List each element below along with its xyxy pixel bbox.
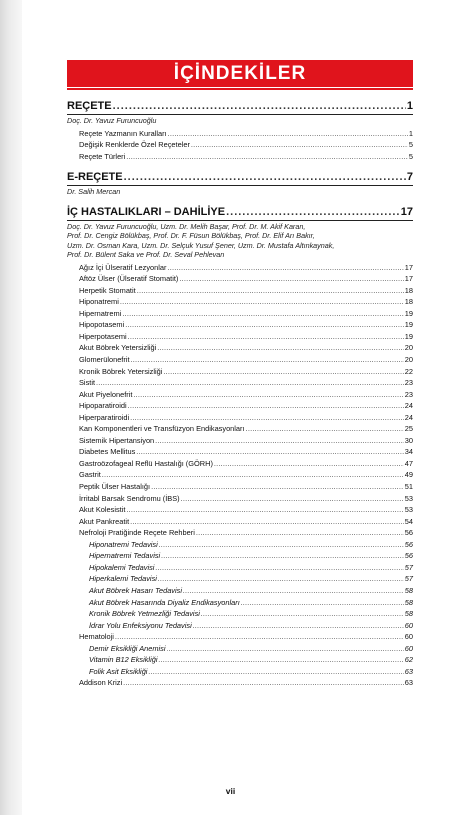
toc-entry[interactable]	[67, 400, 413, 412]
section-title: E-REÇETE	[67, 171, 123, 184]
author-line: Doç. Dr. Yavuz Furuncuoğlu, Uzm. Dr. Melih Başar, Prof. Dr. M. Akif Karan,	[67, 221, 306, 231]
toc-entry[interactable]	[67, 377, 413, 389]
toc-entry[interactable]	[67, 423, 413, 435]
entry-label: Akut Piyelonefrit	[79, 389, 133, 399]
toc-entry[interactable]	[67, 608, 413, 620]
entry-page: 19	[404, 320, 413, 330]
toc-entry[interactable]	[67, 666, 413, 678]
dot-leader	[226, 205, 400, 219]
section-authors	[67, 116, 413, 126]
entry-label: Herpetik Stomatit	[79, 285, 136, 295]
entry-label: Hipopotasemi	[79, 320, 125, 330]
entry-page: 60	[404, 632, 413, 642]
dot-leader	[136, 446, 403, 458]
section-page: 7	[406, 171, 413, 184]
entry-page: 20	[404, 355, 413, 365]
toc-entry[interactable]	[67, 273, 413, 285]
author-line: Dr. Salih Mercan	[67, 187, 121, 197]
dot-leader	[167, 643, 404, 655]
entry-page: 58	[404, 585, 413, 595]
dot-leader	[214, 458, 404, 470]
title-underline	[67, 88, 413, 90]
toc-entry[interactable]	[67, 620, 413, 632]
entry-label: Hiponatremi Tedavisi	[89, 539, 158, 549]
toc-section-heading[interactable]	[67, 205, 413, 219]
dot-leader	[125, 319, 404, 331]
dot-leader	[183, 585, 404, 597]
dot-leader	[126, 504, 403, 516]
toc-entry[interactable]	[67, 654, 413, 666]
entry-label: Peptik Ülser Hastalığı	[79, 482, 151, 492]
dot-leader	[130, 412, 404, 424]
section-title: İÇ HASTALIKLARI – DAHİLİYE	[67, 205, 226, 218]
dot-leader	[128, 331, 404, 343]
page-number: vii	[225, 786, 236, 796]
entry-label: Sistemik Hipertansiyon	[79, 435, 155, 445]
dot-leader	[122, 308, 403, 320]
dot-leader	[179, 273, 403, 285]
entry-label: Hipoparatiroidi	[79, 401, 127, 411]
section-title: REÇETE	[67, 100, 112, 112]
entry-page: 60	[404, 620, 413, 630]
entry-label: Vitamin B12 Eksikliği	[89, 655, 158, 665]
section-divider	[67, 114, 413, 115]
dot-leader	[148, 666, 403, 678]
toc-entry[interactable]	[67, 504, 413, 516]
entry-page: 57	[404, 574, 413, 584]
toc-entry[interactable]	[67, 597, 413, 609]
dot-leader	[246, 423, 404, 435]
dot-leader	[128, 400, 404, 412]
section-page: 1	[406, 100, 413, 112]
entry-page: 56	[404, 539, 413, 549]
entry-page: 62	[404, 655, 413, 665]
section-authors	[67, 187, 413, 197]
entry-label: Gastroözofageal Reflü Hastalığı (GÖRH)	[79, 458, 213, 468]
section-divider	[67, 185, 413, 186]
dot-leader	[163, 366, 403, 378]
entry-page: 17	[404, 274, 413, 284]
book-spine-shadow	[0, 0, 22, 815]
entry-label: Nefroloji Pratiğinde Reçete Rehberi	[79, 528, 195, 538]
entry-label: Akut Böbrek Yetersizliği	[79, 343, 157, 353]
entry-label: Aftöz Ülser (Ülseratif Stomatit)	[79, 274, 179, 284]
entry-page: 23	[404, 389, 413, 399]
dot-leader	[123, 677, 404, 689]
toc-entry[interactable]	[67, 585, 413, 597]
toc-entry[interactable]	[67, 308, 413, 320]
entry-page: 17	[404, 262, 413, 272]
entry-page: 19	[404, 308, 413, 318]
entry-page: 1	[408, 128, 413, 138]
entry-page: 18	[404, 297, 413, 307]
toc-section-heading[interactable]	[67, 170, 413, 184]
entry-page: 23	[404, 378, 413, 388]
toc-entry[interactable]	[67, 342, 413, 354]
toc-entry[interactable]	[67, 319, 413, 331]
dot-leader	[159, 539, 404, 551]
dot-leader	[102, 469, 404, 481]
toc-entry[interactable]	[67, 527, 413, 539]
dot-leader	[120, 296, 404, 308]
toc-entry[interactable]	[67, 631, 413, 643]
entry-label: Gastrit	[79, 470, 101, 480]
dot-leader	[131, 354, 404, 366]
author-line: Doç. Dr. Yavuz Furuncuoğlu	[67, 116, 157, 125]
entry-label: Reçete Yazmanın Kuralları	[79, 128, 167, 138]
toc-entry[interactable]	[67, 677, 413, 689]
toc-entry[interactable]	[67, 539, 413, 551]
entry-label: Akut Böbrek Hasarında Diyaliz Endikasyonları	[89, 597, 240, 607]
toc-section-heading[interactable]	[67, 99, 413, 113]
entry-page: 5	[408, 140, 413, 150]
entry-page: 54	[404, 516, 413, 526]
entry-page: 56	[404, 528, 413, 538]
entry-label: İdrar Yolu Enfeksiyonu Tedavisi	[89, 620, 192, 630]
entry-label: Demir Eksikliği Anemisi	[89, 643, 166, 653]
entry-label: Folik Asit Eksikliği	[89, 666, 148, 676]
author-line: Prof. Dr. Cengiz Bölükbaş, Prof. Dr. F. Füsun Bölükbaş, Prof. Dr. Elif Arı Bakır,	[67, 231, 315, 241]
toc-entry[interactable]	[67, 366, 413, 378]
toc-entry[interactable]	[67, 389, 413, 401]
dot-leader	[181, 493, 404, 505]
entry-label: Hipernatremi	[79, 308, 122, 318]
section-divider	[67, 220, 413, 221]
entry-page: 49	[404, 470, 413, 480]
entry-page: 34	[404, 447, 413, 457]
dot-leader	[158, 573, 404, 585]
entry-page: 63	[404, 666, 413, 676]
entry-page: 53	[404, 493, 413, 503]
entry-page: 53	[404, 505, 413, 515]
toc-entry[interactable]	[67, 285, 413, 297]
dot-leader	[151, 481, 404, 493]
toc-entry[interactable]	[67, 516, 413, 528]
toc-entry[interactable]	[67, 354, 413, 366]
author-line: Prof. Dr. Bülent Saka ve Prof. Dr. Seval Pehlevan	[67, 250, 225, 260]
dot-leader	[201, 608, 404, 620]
dot-leader	[168, 262, 404, 274]
entry-page: 22	[404, 366, 413, 376]
entry-page: 51	[404, 482, 413, 492]
entry-label: Hiperpotasemi	[79, 331, 127, 341]
entry-page: 63	[404, 678, 413, 688]
entry-page: 60	[404, 643, 413, 653]
entry-page: 58	[404, 597, 413, 607]
section-authors	[67, 222, 413, 260]
dot-leader	[155, 562, 403, 574]
toc-entry[interactable]	[67, 562, 413, 574]
entry-label: Hematoloji	[79, 632, 114, 642]
toc-entry[interactable]	[67, 550, 413, 562]
entry-label: Glomerülonefrit	[79, 355, 130, 365]
entry-page: 56	[404, 551, 413, 561]
dot-leader	[241, 597, 404, 609]
entry-label: İrritabl Barsak Sendromu (İBS)	[79, 493, 180, 503]
entry-page: 24	[404, 412, 413, 422]
entry-label: Hiponatremi	[79, 297, 119, 307]
entry-label: Diabetes Mellitus	[79, 447, 136, 457]
toc-entry[interactable]	[67, 128, 413, 140]
table-of-contents	[67, 99, 413, 689]
toc-entry[interactable]	[67, 435, 413, 447]
entry-label: Kronik Böbrek Yetmezliği Tedavisi	[89, 609, 200, 619]
entry-page: 57	[404, 562, 413, 572]
toc-entry[interactable]	[67, 458, 413, 470]
entry-page: 58	[404, 609, 413, 619]
toc-entry[interactable]	[67, 296, 413, 308]
dot-leader	[155, 435, 404, 447]
entry-label: Addison Krizi	[79, 678, 123, 688]
toc-entry[interactable]	[67, 139, 413, 151]
dot-leader	[96, 377, 404, 389]
entry-page: 19	[404, 331, 413, 341]
entry-page: 30	[404, 435, 413, 445]
toc-title: İÇİNDEKİLER	[67, 60, 413, 87]
entry-page: 20	[404, 343, 413, 353]
entry-page: 18	[404, 285, 413, 295]
dot-leader	[191, 139, 408, 151]
entry-label: Hiperparatiroidi	[79, 412, 130, 422]
toc-entry[interactable]	[67, 331, 413, 343]
entry-label: Hiperkalemi Tedavisi	[89, 574, 157, 584]
entry-page: 5	[408, 151, 413, 161]
dot-leader	[130, 516, 404, 528]
dot-leader	[113, 99, 406, 113]
entry-label: Akut Kolesistit	[79, 505, 126, 515]
toc-entry[interactable]	[67, 481, 413, 493]
entry-label: Akut Pankreatit	[79, 516, 130, 526]
toc-entry[interactable]	[67, 262, 413, 274]
entry-label: Kan Komponentleri ve Transfüzyon Endikasyonları	[79, 424, 245, 434]
dot-leader	[157, 342, 404, 354]
entry-label: Ağız İçi Ülseratif Lezyonlar	[79, 262, 167, 272]
dot-leader	[126, 151, 408, 163]
dot-leader	[193, 620, 404, 632]
toc-entry[interactable]	[67, 493, 413, 505]
toc-entry[interactable]	[67, 151, 413, 163]
dot-leader	[161, 550, 404, 562]
dot-leader	[115, 631, 404, 643]
dot-leader	[196, 527, 404, 539]
entry-page: 47	[404, 458, 413, 468]
dot-leader	[133, 389, 403, 401]
toc-entry[interactable]	[67, 643, 413, 655]
author-line: Uzm. Dr. Osman Kara, Uzm. Dr. Selçuk Yusuf Şener, Uzm. Dr. Mustafa Altınkaynak,	[67, 240, 335, 250]
entry-label: Akut Böbrek Hasarı Tedavisi	[89, 585, 182, 595]
entry-label: Reçete Türleri	[79, 151, 126, 161]
entry-label: Sistit	[79, 378, 96, 388]
section-page: 17	[400, 205, 413, 218]
dot-leader	[124, 170, 406, 184]
toc-entry[interactable]	[67, 469, 413, 481]
entry-page: 25	[404, 424, 413, 434]
entry-page: 24	[404, 401, 413, 411]
dot-leader	[137, 285, 404, 297]
dot-leader	[158, 654, 403, 666]
entry-label: Değişik Renklerde Özel Reçeteler	[79, 140, 190, 150]
entry-label: Hipernatremi Tedavisi	[89, 551, 161, 561]
toc-entry[interactable]	[67, 446, 413, 458]
entry-label: Hipokalemi Tedavisi	[89, 562, 155, 572]
entry-label: Kronik Böbrek Yetersizliği	[79, 366, 163, 376]
toc-entry[interactable]	[67, 412, 413, 424]
toc-entry[interactable]	[67, 573, 413, 585]
dot-leader	[168, 128, 408, 140]
